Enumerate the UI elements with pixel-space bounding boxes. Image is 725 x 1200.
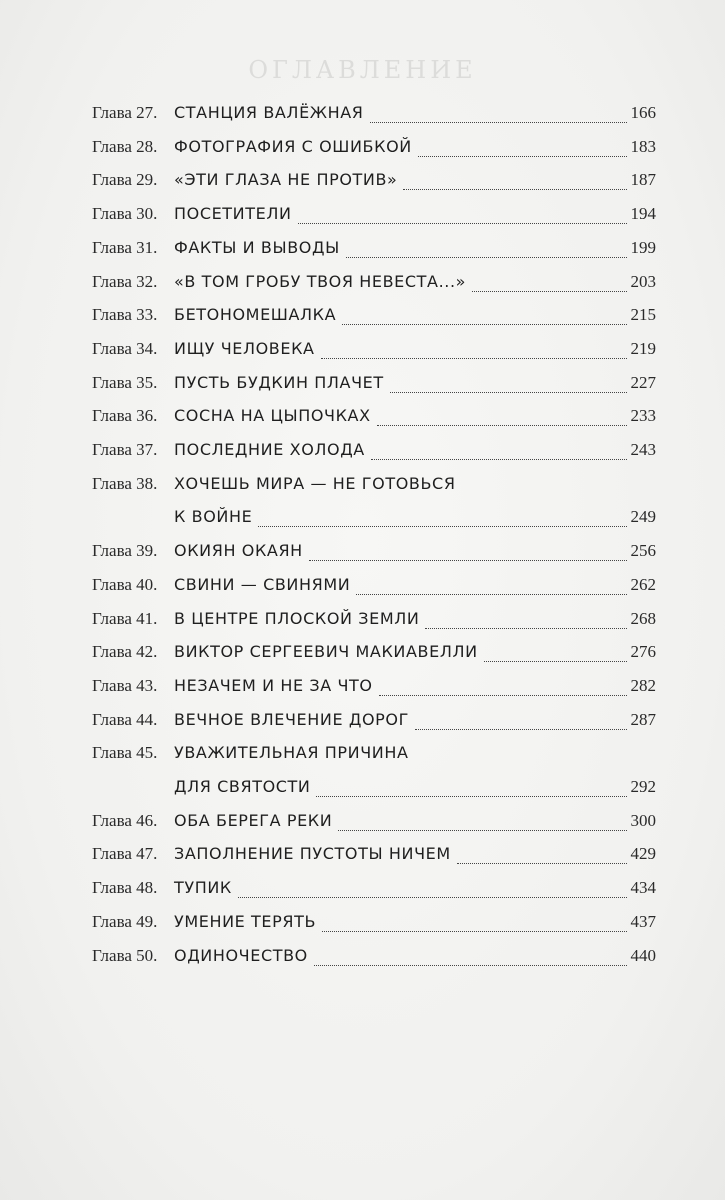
entry-line	[174, 98, 656, 128]
chapter-number: Глава 36.	[92, 406, 158, 426]
chapter-title: СВИНИ — СВИНЯМИ	[174, 574, 351, 594]
dot-leader	[314, 964, 627, 966]
toc-entry	[92, 671, 656, 701]
page-number: 183	[630, 136, 656, 156]
page-number: 262	[630, 574, 656, 594]
chapter-number: Глава 30.	[92, 204, 158, 224]
chapter-title: ПОСЕТИТЕЛИ	[174, 204, 292, 224]
chapter-title: «ЭТИ ГЛАЗА НЕ ПРОТИВ»	[174, 170, 398, 190]
dot-leader	[258, 525, 626, 527]
page-number: 187	[630, 170, 656, 190]
dot-leader	[390, 391, 627, 393]
dot-leader	[379, 694, 627, 696]
dot-leader	[418, 155, 627, 157]
dot-leader	[371, 458, 627, 460]
toc-entry	[92, 907, 656, 937]
page-number: 287	[630, 709, 656, 729]
entry-line	[174, 401, 656, 431]
entry-line	[174, 671, 656, 701]
page-number: 199	[630, 237, 656, 257]
entry-line	[174, 772, 656, 802]
chapter-number: Глава 41.	[92, 608, 158, 628]
entry-line	[174, 267, 656, 297]
toc-entry	[92, 368, 656, 398]
entry-line	[174, 368, 656, 398]
page-number: 243	[630, 440, 656, 459]
entry-line	[174, 132, 656, 162]
chapter-number: Глава 45.	[92, 743, 158, 763]
toc-entry	[92, 267, 656, 297]
page-number: 233	[630, 406, 656, 426]
page-number: 282	[630, 675, 656, 695]
chapter-title: ВИКТОР СЕРГЕЕВИЧ МАКИАВЕЛЛИ	[174, 642, 478, 662]
chapter-number: Глава 46.	[92, 810, 158, 830]
page-number: 256	[630, 541, 656, 561]
dot-leader	[484, 660, 627, 662]
toc-entry	[92, 806, 656, 836]
chapter-title: ПУСТЬ БУДКИН ПЛАЧЕТ	[174, 372, 384, 392]
dot-leader	[322, 930, 626, 932]
dot-leader	[356, 593, 626, 595]
entry-line	[174, 604, 656, 634]
page-number: 276	[630, 642, 656, 662]
toc-entry	[92, 165, 656, 195]
toc-entry	[92, 941, 656, 971]
chapter-title: ФАКТЫ И ВЫВОДЫ	[174, 237, 340, 257]
toc-entry-continuation	[92, 502, 656, 532]
dot-leader	[238, 896, 627, 898]
toc-entry	[92, 401, 656, 431]
chapter-title: ВЕЧНОЕ ВЛЕЧЕНИЕ ДОРОГ	[174, 709, 409, 729]
chapter-number: Глава 42.	[92, 642, 158, 662]
dot-leader	[338, 829, 626, 831]
toc-entry	[92, 570, 656, 600]
entry-line	[174, 165, 656, 195]
page-number: 249	[630, 507, 656, 527]
entry-line	[174, 300, 656, 330]
page-number: 166	[630, 103, 656, 122]
chapter-title: В ЦЕНТРЕ ПЛОСКОЙ ЗЕМЛИ	[174, 608, 420, 628]
page-number: 227	[630, 372, 656, 392]
chapter-title: БЕТОНОМЕШАЛКА	[174, 305, 337, 325]
chapter-title: «В ТОМ ГРОБУ ТВОЯ НЕВЕСТА...»	[174, 271, 467, 291]
toc-entry	[92, 705, 656, 735]
dot-leader	[425, 627, 626, 629]
page-number: 203	[630, 271, 656, 291]
toc-entry	[92, 738, 656, 768]
chapter-number: Глава 47.	[92, 844, 158, 864]
dot-leader	[457, 862, 627, 864]
toc-entry	[92, 637, 656, 667]
chapter-number: Глава 38.	[92, 473, 158, 493]
chapter-number: Глава 49.	[92, 911, 158, 931]
chapter-number: Глава 39.	[92, 541, 158, 561]
dot-leader	[403, 188, 626, 190]
chapter-number: Глава 32.	[92, 271, 158, 291]
toc-entry	[92, 469, 656, 499]
chapter-number: Глава 27.	[92, 103, 158, 122]
page-number: 437	[630, 911, 656, 931]
page-number: 440	[630, 945, 656, 965]
entry-line	[174, 502, 656, 532]
chapter-number: Глава 29.	[92, 170, 158, 190]
entry-line	[174, 334, 656, 364]
dot-leader	[309, 559, 627, 561]
chapter-title: УМЕНИЕ ТЕРЯТЬ	[174, 911, 317, 931]
chapter-number: Глава 35.	[92, 372, 158, 392]
chapter-number: Глава 37.	[92, 440, 158, 459]
chapter-title: ОДИНОЧЕСТВО	[174, 945, 308, 965]
dot-leader	[342, 323, 626, 325]
toc-entry	[92, 536, 656, 566]
page-header: ОГЛАВЛЕНИЕ	[248, 56, 477, 84]
toc-entry	[92, 98, 656, 128]
chapter-title-continuation: К ВОЙНЕ	[174, 507, 253, 527]
dot-leader	[321, 357, 627, 359]
entry-line	[174, 806, 656, 836]
toc-entry	[92, 435, 656, 465]
toc-entry	[92, 199, 656, 229]
entry-line	[174, 839, 656, 869]
entry-line	[174, 536, 656, 566]
chapter-number: Глава 31.	[92, 237, 158, 257]
chapter-number: Глава 50.	[92, 945, 158, 965]
chapter-title: ПОСЛЕДНИЕ ХОЛОДА	[174, 440, 365, 459]
entry-line	[174, 199, 656, 229]
toc-entry	[92, 132, 656, 162]
entry-line	[174, 570, 656, 600]
dot-leader	[316, 795, 626, 797]
toc-entry-continuation	[92, 772, 656, 802]
toc-entry	[92, 873, 656, 903]
entry-line	[174, 873, 656, 903]
chapter-number: Глава 43.	[92, 675, 158, 695]
toc-entry	[92, 233, 656, 263]
chapter-title: СТАНЦИЯ ВАЛЁЖНАЯ	[174, 103, 364, 122]
entry-line	[174, 233, 656, 263]
toc-entry	[92, 604, 656, 634]
page-number: 429	[630, 844, 656, 864]
dot-leader	[370, 121, 627, 123]
chapter-title: ИЩУ ЧЕЛОВЕКА	[174, 338, 315, 358]
page-number: 194	[630, 204, 656, 224]
chapter-number: Глава 34.	[92, 338, 158, 358]
entry-line	[174, 705, 656, 735]
chapter-number: Глава 44.	[92, 709, 158, 729]
page-number: 434	[630, 878, 656, 898]
toc-entry	[92, 839, 656, 869]
dot-leader	[415, 728, 627, 730]
chapter-number: Глава 48.	[92, 878, 158, 898]
page-number: 215	[630, 305, 656, 325]
dot-leader	[377, 424, 627, 426]
chapter-title: СОСНА НА ЦЫПОЧКАХ	[174, 406, 371, 426]
chapter-number: Глава 33.	[92, 305, 158, 325]
page-number: 268	[630, 608, 656, 628]
entry-line	[174, 637, 656, 667]
dot-leader	[472, 290, 626, 292]
entry-line	[174, 907, 656, 937]
chapter-number: Глава 40.	[92, 574, 158, 594]
chapter-title: ЗАПОЛНЕНИЕ ПУСТОТЫ НИЧЕМ	[174, 844, 451, 864]
chapter-title-continuation: ДЛЯ СВЯТОСТИ	[174, 777, 311, 796]
chapter-title: НЕЗАЧЕМ И НЕ ЗА ЧТО	[174, 675, 373, 695]
chapter-title: УВАЖИТЕЛЬНАЯ ПРИЧИНА	[174, 743, 409, 763]
page-number: 219	[630, 338, 656, 358]
chapter-number: Глава 28.	[92, 136, 158, 156]
toc-entry	[92, 300, 656, 330]
toc-entry	[92, 334, 656, 364]
dot-leader	[298, 222, 627, 224]
chapter-title: ФОТОГРАФИЯ С ОШИБКОЙ	[174, 136, 412, 156]
page-number: 292	[630, 777, 656, 796]
chapter-title: ТУПИК	[174, 878, 232, 898]
page-number: 300	[630, 810, 656, 830]
chapter-title: ОБА БЕРЕГА РЕКИ	[174, 810, 333, 830]
dot-leader	[346, 256, 627, 258]
chapter-title: ОКИЯН ОКАЯН	[174, 541, 303, 561]
entry-line	[174, 941, 656, 971]
entry-line	[174, 435, 656, 465]
chapter-title: ХОЧЕШЬ МИРА — НЕ ГОТОВЬСЯ	[174, 473, 456, 493]
